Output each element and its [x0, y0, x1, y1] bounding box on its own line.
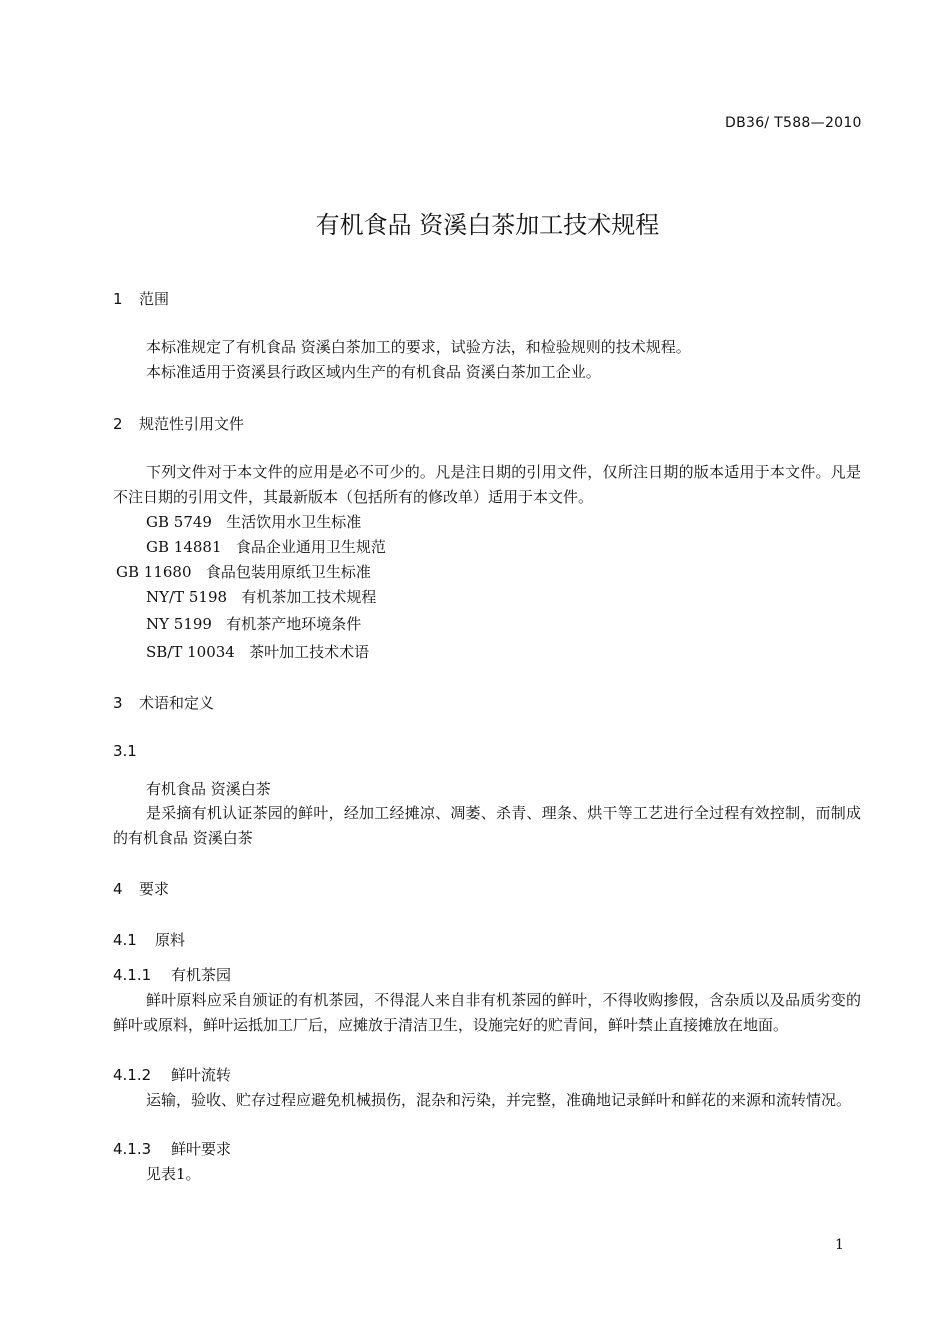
section-2-heading: [113, 413, 244, 434]
page-number: 1: [835, 1237, 844, 1253]
reference-name: 食品企业通用卫生规范: [235, 538, 386, 556]
subsection-4-1-1-text: 鲜叶原料应采自颁证的有机茶园，不得混人来自非有机茶园的鲜叶，不得收购掺假，含杂质以及品质劣变的鲜叶或原料，鲜叶运抵加工厂后，应摊放于清洁卫生，设施完好的贮青间，鲜叶禁止直接摊放在地面。: [113, 991, 861, 1034]
section-1-paragraph-1: 本标准规定了有机食品 资溪白茶加工的要求，试验方法，和检验规则的技术规程。: [146, 338, 691, 356]
section-title: 术语和定义: [139, 694, 215, 712]
reference-code: NY 5199: [146, 615, 212, 633]
reference-item: [146, 612, 361, 636]
reference-name: 食品包装用原纸卫生标准: [205, 563, 371, 581]
reference-name: 茶叶加工技术术语: [249, 643, 370, 661]
section-title: 有机茶园: [171, 966, 232, 984]
section-title: 原料: [155, 931, 186, 949]
subsection-4-1-2-text: 运输，验收、贮存过程应避免机械损伤，混杂和污染，并完整，准确地记录鲜叶和鲜花的来源和流转情况。: [146, 1091, 852, 1109]
section-title: 鲜叶要求: [171, 1140, 232, 1158]
term-definition: 是采摘有机认证茶园的鲜叶，经加工经摊凉、凋萎、杀青、理条、烘干等工艺进行全过程有效控制，而制成的有机食品 资溪白茶: [113, 804, 861, 847]
subsection-4-1-heading: [113, 929, 185, 950]
reference-item: [146, 640, 369, 664]
section-number: 3: [113, 694, 123, 712]
term-name: 有机食品 资溪白茶: [146, 780, 271, 798]
reference-code: GB 14881: [146, 538, 222, 556]
section-1-paragraph-2: 本标准适用于资溪县行政区域内生产的有机食品 资溪白茶加工企业。: [146, 363, 601, 381]
reference-item: [116, 560, 371, 584]
reference-item: [146, 510, 361, 534]
section-number: 2: [113, 415, 123, 433]
section-4-heading: [113, 878, 169, 899]
standard-number: DB36/ T588—2010: [725, 115, 862, 131]
subsection-4-1-3-text: 见表1。: [146, 1165, 201, 1183]
reference-code: NY/T 5198: [146, 588, 228, 606]
reference-name: 有机茶产地环境条件: [226, 615, 362, 633]
reference-name: 有机茶加工技术规程: [241, 588, 377, 606]
reference-code: SB/T 10034: [146, 643, 235, 661]
section-title: 范围: [139, 290, 170, 308]
section-number: 4.1.3: [113, 1140, 152, 1158]
reference-name: 生活饮用水卫生标准: [226, 513, 362, 531]
reference-item: [146, 585, 376, 609]
section-number: 4.1.2: [113, 1066, 152, 1084]
section-2-intro: 下列文件对于本文件的应用是必不可少的。凡是注日期的引用文件，仅所注日期的版本适用于本文件。凡是不注日期的引用文件，其最新版本（包括所有的修改单）适用于本文件。: [113, 463, 861, 506]
section-1-heading: [113, 288, 169, 309]
section-title: 鲜叶流转: [171, 1066, 232, 1084]
section-number: 1: [113, 290, 123, 308]
section-3-heading: [113, 692, 214, 713]
section-number: 4: [113, 880, 123, 898]
subsection-3-1-number: 3.1: [113, 742, 137, 760]
subsection-4-1-2-heading: [113, 1063, 231, 1087]
subsection-4-1-1-heading: [113, 963, 231, 987]
subsection-4-1-3-heading: [113, 1137, 231, 1161]
section-title: 要求: [139, 880, 170, 898]
reference-code: GB 5749: [146, 513, 212, 531]
section-number: 4.1: [113, 931, 137, 949]
section-number: 4.1.1: [113, 966, 152, 984]
reference-item: [146, 535, 386, 559]
document-title: 有机食品 资溪白茶加工技术规程: [315, 211, 660, 239]
section-title: 规范性引用文件: [139, 415, 245, 433]
reference-code: GB 11680: [116, 563, 192, 581]
